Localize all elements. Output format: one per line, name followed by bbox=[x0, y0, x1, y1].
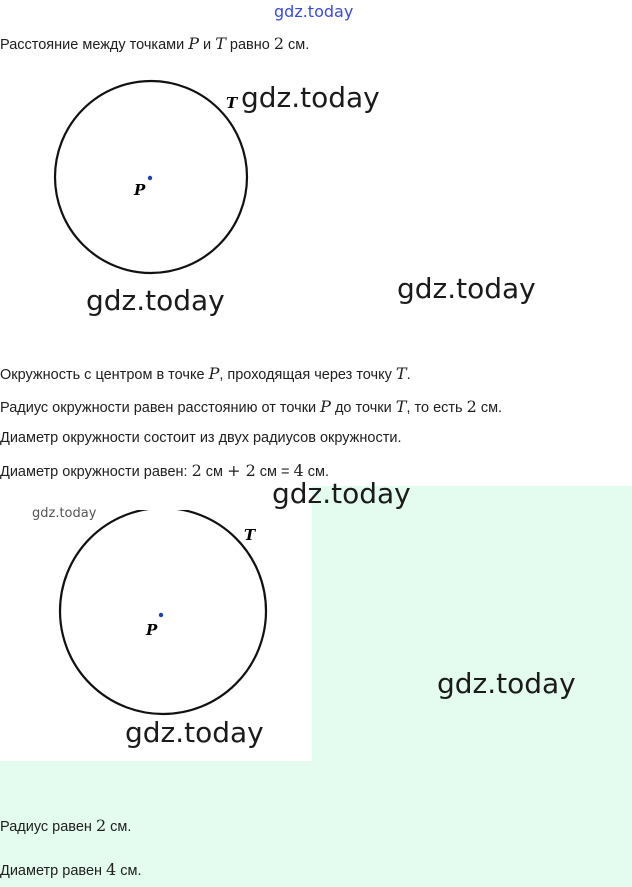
watermark-1: gdz.today bbox=[241, 81, 380, 114]
answer-diameter-value: 4 bbox=[106, 860, 117, 879]
watermark-4: gdz.today bbox=[272, 477, 411, 510]
solution-line-1-end: . bbox=[406, 367, 411, 383]
term-2-value: 2 bbox=[245, 461, 256, 480]
circle-figure-1 bbox=[40, 70, 270, 285]
unit-3: см. bbox=[303, 464, 329, 480]
term-1-value: 2 bbox=[191, 461, 202, 480]
center-point-1 bbox=[148, 176, 152, 180]
solution-line-2-unit: см. bbox=[476, 400, 503, 416]
solution-line-2-text-3: , то есть bbox=[406, 400, 467, 416]
solution-line-1-text: Окружность с центром в точке bbox=[0, 367, 209, 383]
point-p-symbol: P bbox=[188, 34, 200, 53]
watermark-top: gdz.today bbox=[274, 2, 354, 21]
solution-line-4-text: Диаметр окружности равен: bbox=[0, 464, 192, 480]
answer-radius-value: 2 bbox=[95, 816, 107, 835]
point-t-symbol: T bbox=[395, 397, 407, 416]
point-t-symbol: T bbox=[215, 34, 226, 53]
answer-radius-unit: см. bbox=[106, 819, 132, 835]
statement-and: и bbox=[199, 37, 216, 53]
solution-line-1-text-2: , проходящая через точку bbox=[219, 367, 396, 383]
answer-panel-right bbox=[312, 486, 632, 761]
radius-value: 2 bbox=[466, 397, 477, 416]
problem-statement bbox=[0, 34, 309, 53]
statement-text: Расстояние между точками bbox=[0, 37, 189, 53]
solution-line-2-text: Радиус окружности равен расстоянию от точки bbox=[0, 400, 321, 416]
statement-text-2: равно bbox=[225, 37, 274, 53]
center-label-1: P bbox=[134, 181, 146, 199]
center-point-2 bbox=[159, 613, 163, 617]
answer-radius bbox=[0, 816, 131, 835]
center-label-2: P bbox=[146, 621, 158, 639]
unit-2-equals: см = bbox=[255, 464, 294, 480]
plus-sign: + bbox=[227, 461, 246, 480]
solution-line-3: Диаметр окружности состоит из двух радиусов окружности. bbox=[0, 430, 402, 446]
solution-line-2 bbox=[0, 397, 502, 416]
diameter-value: 4 bbox=[293, 461, 304, 480]
statement-unit: см. bbox=[284, 37, 310, 53]
unit-1: см bbox=[201, 464, 228, 480]
watermark-2: gdz.today bbox=[86, 284, 225, 317]
watermark-7: gdz.today bbox=[125, 716, 264, 749]
point-p-symbol: P bbox=[320, 397, 331, 416]
solution-line-1 bbox=[0, 364, 411, 383]
point-t-label-1: T bbox=[226, 94, 238, 112]
circle-figure-2 bbox=[50, 510, 280, 725]
watermark-6: gdz.today bbox=[437, 667, 576, 700]
watermark-3: gdz.today bbox=[397, 272, 536, 305]
point-t-symbol: T bbox=[395, 364, 407, 383]
watermark-5: gdz.today bbox=[32, 506, 97, 521]
point-t-label-2: T bbox=[244, 526, 256, 544]
solution-line-2-text-2: до точки bbox=[330, 400, 396, 416]
answer-diameter-text: Диаметр равен bbox=[0, 863, 107, 879]
circle-2 bbox=[60, 510, 266, 714]
distance-value: 2 bbox=[273, 34, 285, 53]
point-p-symbol: P bbox=[208, 364, 220, 383]
answer-diameter bbox=[0, 860, 142, 879]
answer-diameter-unit: см. bbox=[116, 863, 142, 879]
answer-radius-text: Радиус равен bbox=[0, 819, 96, 835]
